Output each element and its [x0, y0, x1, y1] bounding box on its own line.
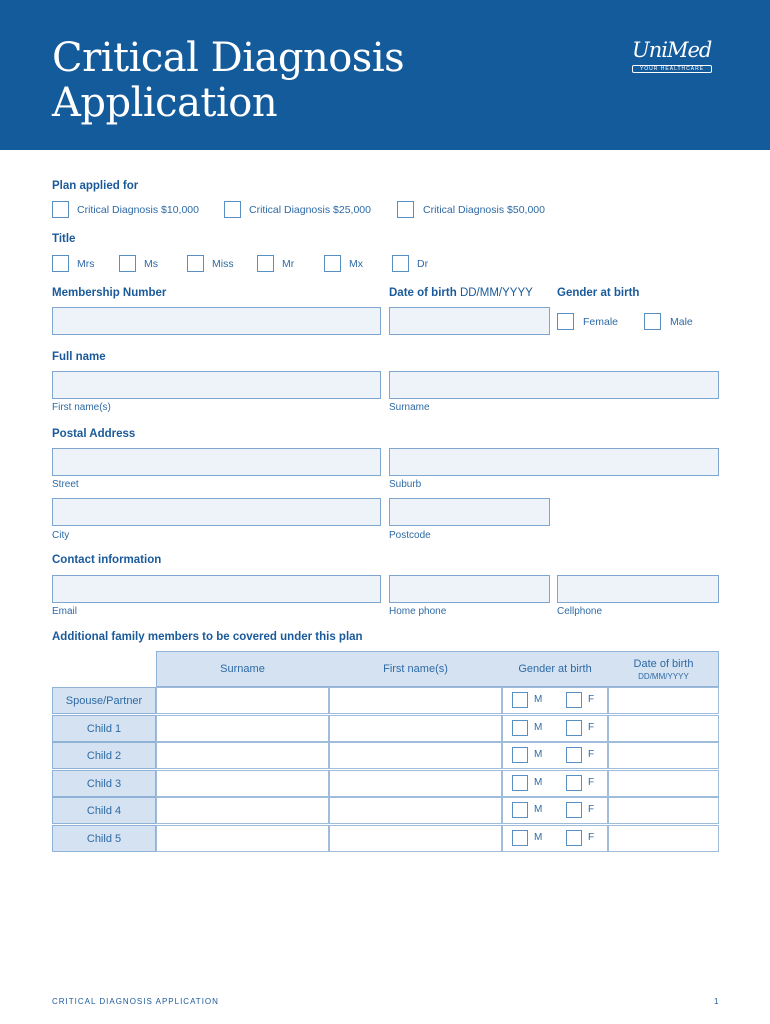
postal-label: Postal Address: [52, 428, 136, 440]
gender-female-checkbox[interactable]: [557, 313, 574, 330]
family-dob-cell[interactable]: [608, 715, 719, 742]
first-name-caption: First name(s): [52, 402, 111, 413]
gender-male-label: Male: [670, 316, 693, 328]
page-title-line1: Critical Diagnosis: [52, 35, 405, 81]
dob-format: DD/MM/YYYY: [459, 287, 533, 299]
first-name-field[interactable]: [52, 371, 381, 399]
membership-number-field[interactable]: [52, 307, 381, 335]
title-miss-label: Miss: [212, 258, 234, 270]
family-gender-m-checkbox[interactable]: [512, 830, 528, 846]
logo-text: UniMed: [632, 38, 712, 62]
city-caption: City: [52, 530, 70, 541]
family-gender-f-label: F: [588, 721, 595, 733]
surname-field[interactable]: [389, 371, 719, 399]
family-gender-m-label: M: [534, 694, 543, 705]
logo-tagline: YOUR HEALTHCARE: [632, 65, 712, 73]
suburb-field[interactable]: [389, 448, 719, 476]
home-phone-field[interactable]: [389, 575, 550, 603]
header-banner: [0, 0, 770, 150]
family-row-label: Child 1: [52, 715, 156, 742]
plan-10000-label: Critical Diagnosis $10,000: [77, 204, 199, 216]
family-first-name-cell[interactable]: [329, 715, 502, 742]
street-caption: Street: [52, 479, 79, 490]
col-dob: Date of birth: [633, 658, 694, 670]
family-gender-m-label: M: [534, 749, 543, 760]
unimed-logo: [624, 38, 720, 80]
dob-label: [389, 287, 533, 299]
family-gender-f-checkbox[interactable]: [566, 802, 582, 818]
family-gender-f-checkbox[interactable]: [566, 775, 582, 791]
family-row-label: Spouse/Partner: [52, 687, 156, 714]
family-table: [52, 651, 719, 852]
family-gender-m-checkbox[interactable]: [512, 775, 528, 791]
suburb-caption: Suburb: [389, 479, 422, 490]
family-dob-cell[interactable]: [608, 797, 719, 824]
family-gender-m-checkbox[interactable]: [512, 747, 528, 763]
gender-label: Gender at birth: [557, 287, 640, 299]
family-surname-cell[interactable]: [156, 742, 329, 769]
page-title-line2: Application: [52, 80, 278, 126]
col-surname: Surname: [220, 663, 265, 675]
family-gender-f-checkbox[interactable]: [566, 692, 582, 708]
title-mx-checkbox[interactable]: [324, 255, 341, 272]
family-row-label: Child 4: [52, 797, 156, 824]
footer-title: CRITICAL DIAGNOSIS APPLICATION: [52, 997, 219, 1006]
family-gender-m-label: M: [534, 831, 543, 843]
family-gender-m-label: M: [534, 721, 543, 733]
street-field[interactable]: [52, 448, 381, 476]
email-field[interactable]: [52, 575, 381, 603]
plan-10000-checkbox[interactable]: [52, 201, 69, 218]
family-gender-f-checkbox[interactable]: [566, 747, 582, 763]
full-name-label: Full name: [52, 351, 106, 363]
family-gender-m-checkbox[interactable]: [512, 692, 528, 708]
family-first-name-cell[interactable]: [329, 687, 502, 714]
col-dob-format: DD/MM/YYYY: [638, 672, 689, 681]
family-dob-cell[interactable]: [608, 687, 719, 714]
title-mrs-label: Mrs: [77, 258, 95, 270]
family-first-name-cell[interactable]: [329, 770, 502, 797]
title-mrs-checkbox[interactable]: [52, 255, 69, 272]
title-dr-checkbox[interactable]: [392, 255, 409, 272]
title-ms-checkbox[interactable]: [119, 255, 136, 272]
col-first-names: First name(s): [383, 663, 448, 675]
title-ms-label: Ms: [144, 258, 158, 270]
family-surname-cell[interactable]: [156, 770, 329, 797]
family-row-label: Child 3: [52, 770, 156, 797]
family-row-label: Child 5: [52, 825, 156, 852]
plan-50000-checkbox[interactable]: [397, 201, 414, 218]
page-number: 1: [714, 997, 719, 1006]
family-dob-cell[interactable]: [608, 825, 719, 852]
postcode-field[interactable]: [389, 498, 550, 526]
plan-25000-checkbox[interactable]: [224, 201, 241, 218]
family-gender-m-checkbox[interactable]: [512, 802, 528, 818]
family-first-name-cell[interactable]: [329, 742, 502, 769]
gender-male-checkbox[interactable]: [644, 313, 661, 330]
surname-caption: Surname: [389, 402, 430, 413]
family-gender-f-label: F: [588, 694, 595, 705]
family-row-label: Child 2: [52, 742, 156, 769]
title-mr-checkbox[interactable]: [257, 255, 274, 272]
family-gender-f-checkbox[interactable]: [566, 830, 582, 846]
plan-label: Plan applied for: [52, 180, 139, 192]
family-gender-f-checkbox[interactable]: [566, 720, 582, 736]
page-title: [52, 36, 404, 126]
family-first-name-cell[interactable]: [329, 797, 502, 824]
col-gender: Gender at birth: [518, 663, 592, 675]
cellphone-field[interactable]: [557, 575, 719, 603]
title-mr-label: Mr: [282, 258, 295, 270]
family-first-name-cell[interactable]: [329, 825, 502, 852]
dob-field[interactable]: [389, 307, 550, 335]
family-gender-m-label: M: [534, 804, 543, 815]
family-gender-f-label: F: [588, 776, 595, 788]
family-surname-cell[interactable]: [156, 687, 329, 714]
family-dob-cell[interactable]: [608, 770, 719, 797]
gender-female-label: Female: [583, 316, 619, 328]
family-gender-m-checkbox[interactable]: [512, 720, 528, 736]
family-surname-cell[interactable]: [156, 797, 329, 824]
title-mx-label: Mx: [349, 258, 363, 270]
city-field[interactable]: [52, 498, 381, 526]
title-dr-label: Dr: [417, 258, 429, 270]
family-gender-f-label: F: [588, 804, 595, 815]
dob-label-text: Date of birth: [389, 287, 457, 299]
family-dob-cell[interactable]: [608, 742, 719, 769]
family-surname-cell[interactable]: [156, 825, 329, 852]
family-gender-m-label: M: [534, 776, 543, 788]
cellphone-caption: Cellphone: [557, 606, 603, 617]
membership-label: Membership Number: [52, 287, 167, 299]
plan-50000-label: Critical Diagnosis $50,000: [423, 204, 545, 216]
postcode-caption: Postcode: [389, 530, 431, 541]
contact-label: Contact information: [52, 554, 162, 566]
home-phone-caption: Home phone: [389, 606, 447, 617]
email-caption: Email: [52, 606, 78, 617]
family-label: Additional family members to be covered under this plan: [52, 631, 363, 643]
family-gender-f-label: F: [588, 831, 595, 843]
plan-25000-label: Critical Diagnosis $25,000: [249, 204, 371, 216]
family-gender-f-label: F: [588, 749, 595, 760]
title-label: Title: [52, 233, 76, 245]
title-miss-checkbox[interactable]: [187, 255, 204, 272]
family-surname-cell[interactable]: [156, 715, 329, 742]
